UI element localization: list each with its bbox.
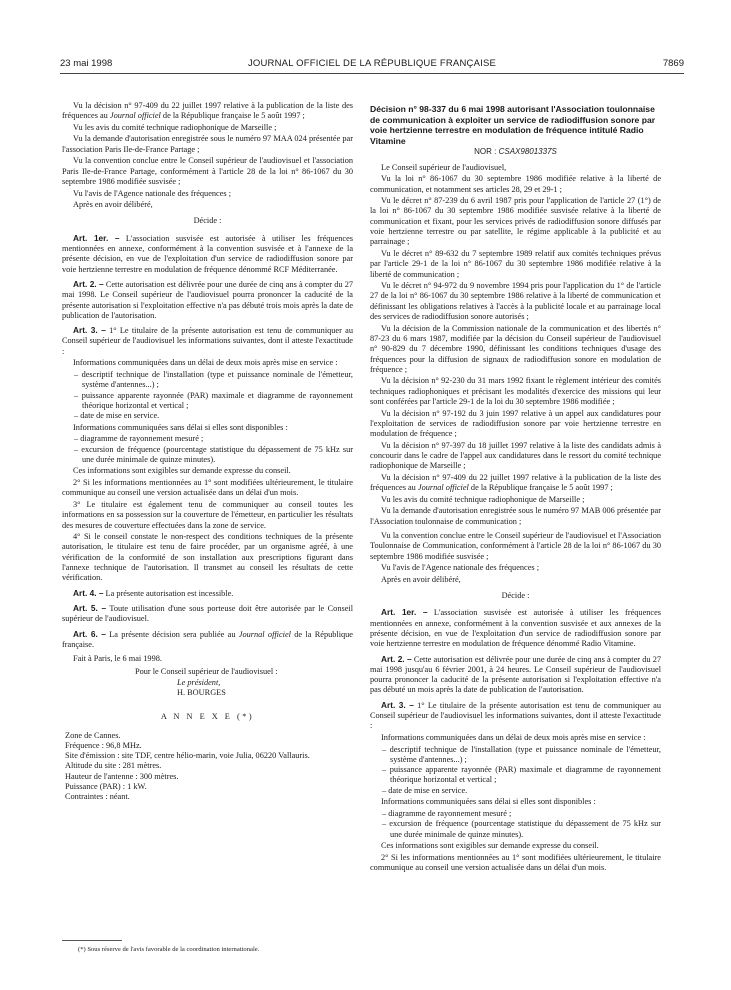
signature-title: Le président, [177, 677, 221, 687]
annexe-line: Site d'émission : site TDF, centre hélio-marin, voie Julia, 06220 Vallauris. [65, 751, 310, 761]
page-header [60, 58, 684, 72]
nor-reference: NOR : CSAX9801337S [474, 147, 557, 157]
paragraph-4: 4° Si le conseil constate le non-respect des conditions techniques de la présente autorisation, le titulaire est tenu de faire procéder, par un organisme agréé, à une vérification de la conformité de son installation aux prescriptions figurant dans l'annexe technique de l'autorisation. Il transmet au conseil les résultats de cette vérification. [62, 532, 353, 583]
annexe-line: Hauteur de l'antenne : 300 mètres. [65, 771, 179, 781]
visa-paragraph: Vu la décision n° 92-230 du 31 mars 1992 fixant le règlement intérieur des comités techniques radiophoniques et précisant les modalités d'exercice des missions qui leur sont conférées par l'article 29-1 de la loi du 30 septembre 1986 modifiée ; [370, 376, 661, 406]
header-rule [60, 73, 684, 74]
annexe-line: Contraintes : néant. [65, 792, 130, 802]
visa-paragraph: Vu les avis du comité technique radiophonique de Marseille ; [381, 494, 585, 504]
exigibles-text: Ces informations sont exigibles sur demande expresse du conseil. [381, 841, 599, 851]
list-item: – date de mise en service. [74, 411, 353, 421]
list-item: – diagramme de rayonnement mesuré ; [382, 809, 661, 819]
visa-paragraph: Vu la décision n° 97-409 du 22 juillet 1997 relative à la publication de la liste des fréquences au Journal officiel de la République française le 5 août 1997 ; [62, 101, 353, 121]
footnote: (*) Sous réserve de l'avis favorable de la coordination internationale. [78, 946, 260, 953]
info-list [62, 370, 353, 421]
visa-paragraph: Vu les avis du comité technique radiophonique de Marseille ; [73, 122, 277, 132]
visa-paragraph: Vu la décision n° 97-397 du 18 juillet 1997 relative à la liste des candidats admis à concourir dans le cadre de l'appel aux candidatures dans le ressort du comité technique radiophonique de Marseille ; [370, 440, 661, 471]
footnote-rule [62, 940, 122, 941]
article-2: Art. 2. – Cette autorisation est délivrée pour une durée de cinq ans à compter du 27 mai 1998 jusqu'au 6 février 2001, à 24 heures. Le Conseil supérieur de l'audiovisuel pourra prononcer la caducité de la présente autorisation si l'exploitation effective n'a pas débuté un mois après la date de publication de l'autorisation. [370, 653, 661, 695]
info-list [370, 809, 661, 840]
decide-heading: Décide : [501, 591, 530, 601]
issuer-line: Le Conseil supérieur de l'audiovisuel, [381, 162, 507, 172]
list-item: – descriptif technique de l'installation (type et puissance nominale de l'émetteur, système d'antennes...) ; [74, 370, 353, 391]
deliberation-text: Après en avoir délibéré, [381, 574, 461, 584]
visa-paragraph: Vu la convention conclue entre le Conseil supérieur de l'audiovisuel et l'association Paris Ile-de-France Partage, conformément à l'article 28 de la loi n° 86-1067 du 30 septembre 1986 modifiée susvisée ; [62, 156, 353, 186]
paragraph-3: 3° Le titulaire est également tenu de communiquer au conseil toutes les informations en sa possession sur la couverture de l'émetteur, en particulier les résultats des mesures de couverture effectuées dans la zone de service. [62, 499, 353, 530]
deliberation-text: Après en avoir délibéré, [73, 200, 153, 210]
article-3: Art. 3. – 1° Le titulaire de la présente autorisation est tenu de communiquer au Conseil supérieur de l'audiovisuel les informations suivantes, dont il atteste l'exactitude : [62, 325, 353, 356]
visa-paragraph: Vu le décret n° 94-972 du 9 novembre 1994 pris pour l'application du 1° de l'article 27 de la loi n° 86-1067 du 30 septembre 1986 relative à la liberté de communication et définissant les obligations relatives à l'accès à la publicité locale et au parrainage local des services de radiodiffusion sonore autorisés ; [370, 281, 661, 322]
list-item: – excursion de fréquence (pourcentage statistique du dépassement de 75 kHz sur une durée minimale de quinze minutes). [382, 819, 661, 840]
signature-line: Pour le Conseil supérieur de l'audiovisuel : [135, 667, 278, 677]
visa-paragraph: Vu la demande d'autorisation enregistrée sous le numéro 97 MAB 006 présentée par l'Association toulonnaise de communication ; [370, 506, 661, 526]
right-column [370, 104, 661, 875]
annexe-line: Altitude du site : 281 mètres. [65, 761, 162, 771]
annexe-line: Fréquence : 96,8 MHz. [65, 740, 142, 750]
visa-paragraph: Vu la décision n° 97-409 du 22 juillet 1997 relative à la publication de la liste des fréquences au Journal officiel de la République française le 5 août 1997 ; [370, 472, 661, 493]
header-date: 23 mai 1998 [60, 58, 113, 69]
paragraph-2: 2° Si les informations mentionnées au 1° sont modifiées ultérieurement, le titulaire communique au conseil une version actualisée dans un délai d'un mois. [62, 478, 353, 498]
info-list [62, 434, 353, 465]
info-available: Informations communiquées sans délai si elles sont disponibles : [381, 797, 596, 807]
article-1: Art. 1er. – L'association susvisée est autorisée à utiliser les fréquences mentionnées en annexe, conformément à la convention susvisée et à l'annexe de la présente décision, en vue de l'exploitation d'un service de radiodiffusion sonore par voie hertzienne terrestre en modulation de fréquence dénommé RCF Méditerranée. [62, 232, 353, 274]
signature-name: H. BOURGES [177, 688, 226, 697]
exigibles-text: Ces informations sont exigibles sur demande expresse du conseil. [73, 466, 291, 476]
visa-paragraph: Vu la demande d'autorisation enregistrée sous le numéro 97 MAA 024 présentée par l'association Paris Ile-de-France Partage ; [62, 134, 353, 154]
article-3: Art. 3. – 1° Le titulaire de la présente autorisation est tenu de communiquer au Conseil supérieur de l'audiovisuel les informations suivantes, dont il atteste l'exactitude : [370, 699, 661, 731]
list-item: – diagramme de rayonnement mesuré ; [74, 434, 353, 444]
article-4: Art. 4. – La présente autorisation est incessible. [73, 587, 234, 598]
info-two-months: Informations communiquées dans un délai de deux mois après mise en service : [73, 358, 338, 368]
visa-paragraph: Vu l'avis de l'Agence nationale des fréquences ; [381, 563, 539, 573]
visa-paragraph: Vu l'avis de l'Agence nationale des fréquences ; [73, 188, 231, 198]
article-5: Art. 5. – Toute utilisation d'une sous porteuse doit être autorisée par le Conseil supérieur de l'audiovisuel. [62, 602, 353, 624]
visa-paragraph: Vu la convention conclue entre le Conseil supérieur de l'audiovisuel et l'Association Toulonnaise de Communication, conformément à l'article 28 de la loi n° 86-1067 du 30 septembre 1986 modifiée susvisée ; [370, 531, 661, 561]
list-item: – descriptif technique de l'installation (type et puissance nominale de l'émetteur, système d'antennes...) ; [382, 745, 661, 766]
annexe-title: A N N E X E (*) [160, 712, 255, 722]
annexe-block [62, 731, 353, 803]
visa-paragraph: Vu la décision n° 97-192 du 3 juin 1997 relative à un appel aux candidatures pour l'exploitation de services de radiodiffusion sonore par voie hertzienne terrestre en modulation de fréquence ; [370, 408, 661, 439]
signature-block [62, 667, 353, 698]
decide-heading: Décide : [193, 216, 222, 226]
decision-title: Décision n° 98-337 du 6 mai 1998 autorisant l'Association toulonnaise de communication à exploiter un service de radiodiffusion sonore par voie hertzienne terrestre en modulation de fréquence intitulé Radio Vitamine [370, 104, 656, 146]
header-title: JOURNAL OFFICIEL DE LA RÉPUBLIQUE FRANÇAISE [247, 58, 497, 69]
annexe-line: Zone de Cannes. [65, 730, 121, 740]
visa-paragraph: Vu le décret n° 87-239 du 6 avril 1987 pris pour l'application de l'article 27 (1°) de la loi n° 86-1067 du 30 septembre 1986 modifiée susvisée relative à la liberté de communication et fixant, pour les services privés de radiodiffusion sonore diffusés par voie hertzienne terrestre ou par satellite, le régime applicable à la publicité et au parrainage ; [370, 196, 661, 247]
article-6: Art. 6. – La présente décision sera publiée au Journal officiel de la République française. [62, 628, 353, 649]
list-item: – date de mise en service. [382, 786, 661, 796]
list-item: – puissance apparente rayonnée (PAR) maximale et diagramme de rayonnement théorique horizontal et vertical ; [382, 765, 661, 786]
list-item: – puissance apparente rayonnée (PAR) maximale et diagramme de rayonnement théorique horizontal et vertical ; [74, 391, 353, 412]
info-two-months: Informations communiquées dans un délai de deux mois après mise en service : [381, 732, 646, 742]
info-available: Informations communiquées sans délai si elles sont disponibles : [73, 422, 288, 432]
annexe-line: Puissance (PAR) : 1 kW. [65, 782, 147, 792]
visa-paragraph: Vu la décision de la Commission nationale de la communication et des libertés n° 87-23 du 6 mars 1987, modifiée par la décision du Conseil supérieur de l'audiovisuel n° 90-829 du 7 décembre 1990, définissant les conditions techniques d'usage des fréquences pour la diffusion de signaux de radiodiffusion sonore en modulation de fréquence ; [370, 323, 661, 374]
visa-paragraph: Vu le décret n° 89-632 du 7 septembre 1989 relatif aux comités techniques prévus par l'article 29-1 de la loi n° 86-1067 du 30 septembre 1986 modifiée relative à la liberté de communication ; [370, 248, 661, 279]
visa-paragraph: Vu la loi n° 86-1067 du 30 septembre 1986 modifiée relative à la liberté de communication, et notamment ses articles 28, 29 et 29-1 ; [370, 174, 661, 194]
list-item: – excursion de fréquence (pourcentage statistique du dépassement de 75 kHz sur une durée minimale de quinze minutes). [74, 445, 353, 466]
fait-date: Fait à Paris, le 6 mai 1998. [73, 654, 162, 664]
info-list [370, 745, 661, 796]
left-column [62, 101, 353, 803]
article-2: Art. 2. – Cette autorisation est délivrée pour une durée de cinq ans à compter du 27 mai 1998. Le Conseil supérieur de l'audiovisuel pourra prononcer la caducité de la présente autorisation si l'exploitation effective n'a pas débuté trois mois après la date de publication de l'autorisation. [62, 278, 353, 320]
page-number: 7869 [662, 58, 684, 69]
article-1: Art. 1er. – L'association susvisée est autorisée à utiliser les fréquences mentionnées en annexe, conformément à la convention susvisée et aux annexes de la présente décision, en vue de l'exploitation d'un service de radiodiffusion sonore par voie hertzienne terrestre en modulation de fréquence dénommé Radio Vitamine. [370, 607, 661, 649]
paragraph-2: 2° Si les informations mentionnées au 1° sont modifiées ultérieurement, le titulaire communique au conseil une version actualisée dans un délai d'un mois. [370, 852, 661, 873]
